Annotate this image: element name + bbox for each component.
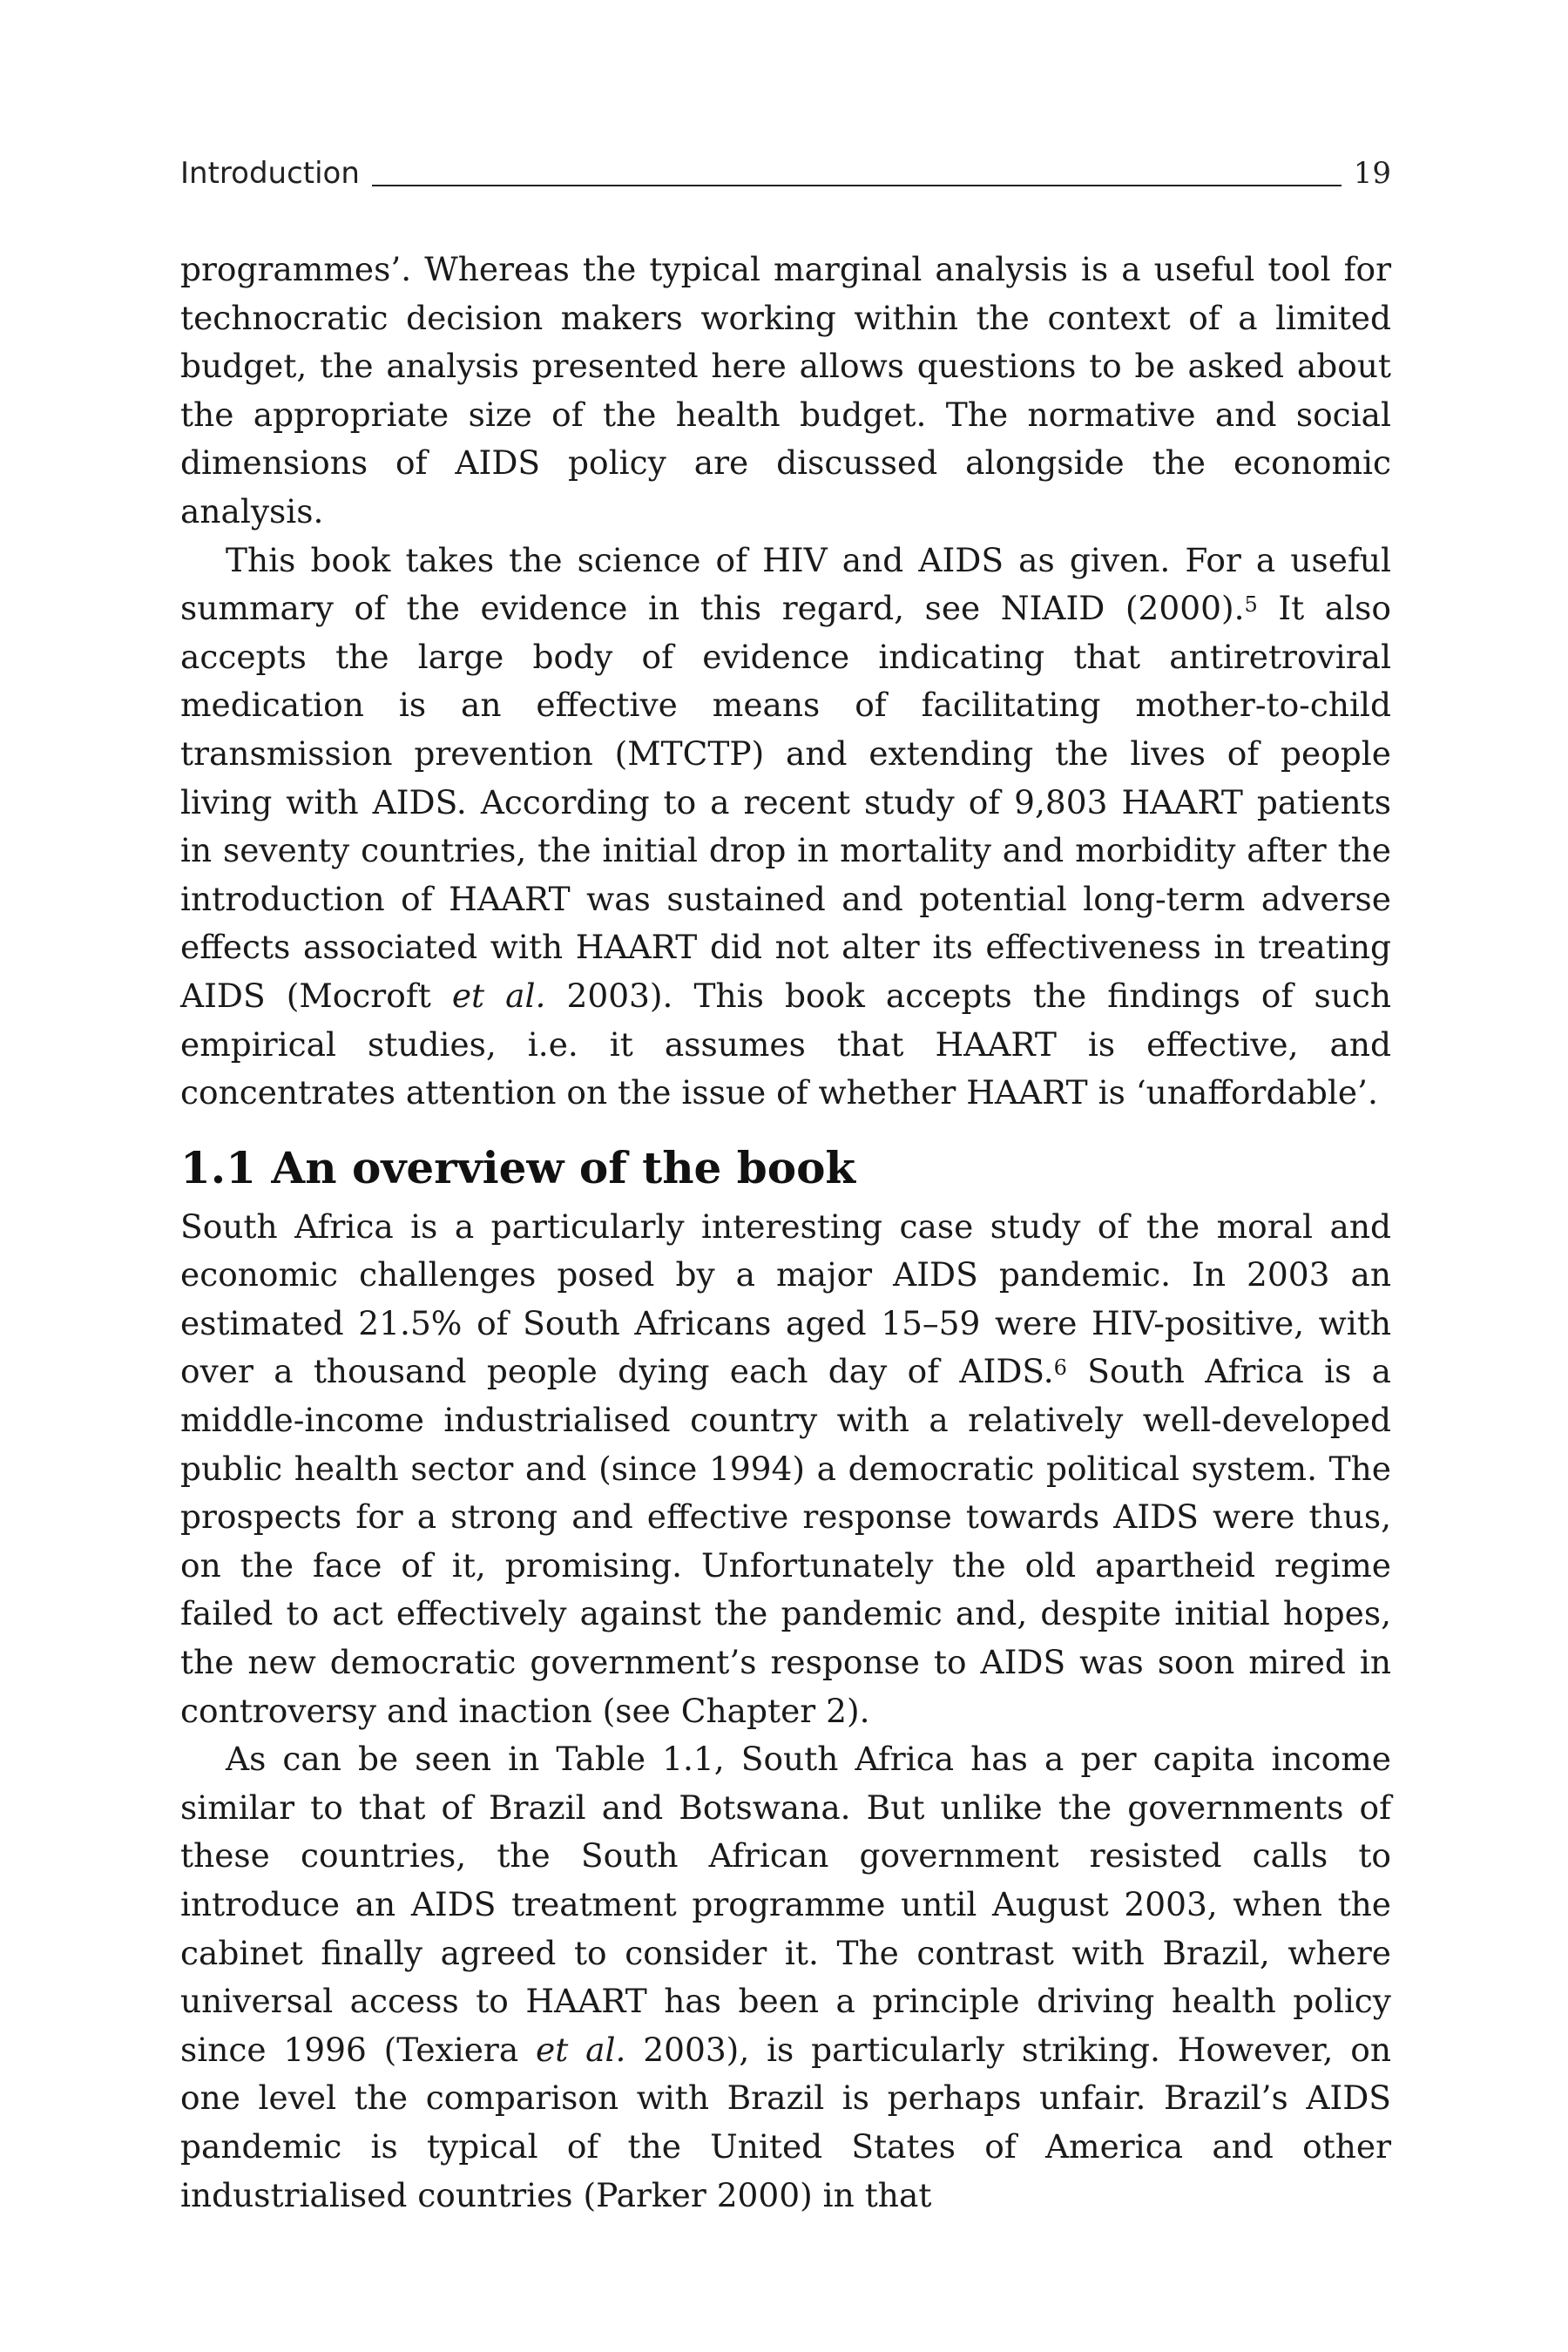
paragraph-2-et-al: et al. xyxy=(451,976,546,1015)
footnote-ref-6[interactable]: 6 xyxy=(1053,1355,1067,1381)
paragraph-4-et-al: et al. xyxy=(536,2030,626,2069)
section-heading xyxy=(180,1140,1391,1196)
header-rule xyxy=(372,185,1342,186)
section-title: An overview of the book xyxy=(271,1141,856,1193)
paragraph-2-part-c: 2003). This book accepts the findings of such empirical studies, i.e. it assumes that HAART is effective, and concentrates attention on the issue of whether HAART is ‘unaffordable’. xyxy=(180,976,1391,1112)
paragraph-4-part-b: 2003), is particularly striking. However, on one level the comparison with Brazil is perhaps unfair. Brazil’s AIDS pandemic is typical of the United States of America and other industrialised countries (Parker 2000) in that xyxy=(180,2030,1392,2214)
paragraph-1: programmes’. Whereas the typical marginal analysis is a useful tool for technocratic decision makers working within the context of a limited budget, the analysis presented here allows questions to be asked about the appropriate size of the health budget. The normative and social dimensions of AIDS policy are discussed alongside the economic analysis. xyxy=(180,250,1391,531)
paragraph-3 xyxy=(180,1203,1391,1736)
paragraph-2-part-b: It also accepts the large body of evidence indicating that antiretroviral medication is an effective means of facilitating mother-to-child transmission prevention (MTCTP) and extending the lives of people living with AIDS. According to a recent study of 9,803 HAART patients in seventy countries, the initial drop in mortality and morbidity after the introduction of HAART was sustained and potential long-term adverse effects associated with HAART did not alter its effectiveness in treating AIDS (Mocroft xyxy=(180,589,1391,1015)
paragraph-3-part-a: South Africa is a particularly interesting case study of the moral and economic challenges posed by a major AIDS pandemic. In 2003 an estimated 21.5% of South Africans aged 15–59 were HIV-positive, with over a thousand people dying each day of AIDS. xyxy=(180,1206,1391,1391)
body-text xyxy=(180,246,1391,2220)
paragraph-4 xyxy=(180,1735,1391,2220)
paragraph-2-part-a: This book takes the science of HIV and AIDS as given. For a useful summary of the evidence in this regard, see NIAID (2000). xyxy=(180,540,1391,628)
footnote-ref-5[interactable]: 5 xyxy=(1244,592,1258,618)
paragraph-2 xyxy=(180,537,1391,1118)
running-head-title: Introduction xyxy=(180,156,360,191)
section-number: 1.1 xyxy=(180,1141,256,1193)
page-number: 19 xyxy=(1353,156,1391,191)
paragraph-3-part-b: South Africa is a middle-income industrialised country with a relatively well-developed public health sector and (since 1994) a democratic political system. The prospects for a strong and effective response towards AIDS were thus, on the face of it, promising. Unfortunately the old apartheid regime failed to act effectively against the pandemic and, despite initial hopes, the new democratic government’s response to AIDS was soon mired in controversy and inaction (see Chapter 2). xyxy=(180,1352,1392,1730)
running-header xyxy=(180,139,1391,192)
paragraph-4-part-a: As can be seen in Table 1.1, South Africa has a per capita income similar to that of Brazil and Botswana. But unlike the governments of these countries, the South African government resisted calls to introduce an AIDS treatment programme until August 2003, when the cabinet finally agreed to consider it. The contrast with Brazil, where universal access to HAART has been a principle driving health policy since 1996 (Texiera xyxy=(180,1740,1391,2069)
